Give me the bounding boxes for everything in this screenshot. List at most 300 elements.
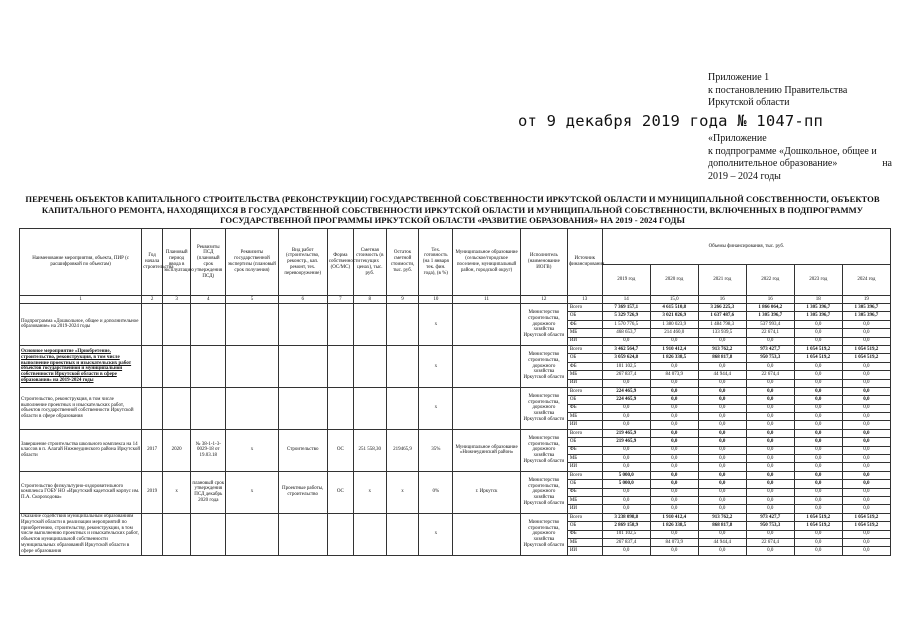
funding-value: 0,0 [746,463,794,471]
col-header: Плановый период ввода в эксплуатацию [162,229,190,296]
table-row [20,471,891,479]
funding-value: 0,0 [794,362,842,370]
funding-value: 0,0 [794,488,842,496]
remaining-cost [386,513,419,555]
col-header: Реквизиты ПСД (плановый срок утверждения ПСД) [191,229,226,296]
funding-value: 0,0 [650,505,698,513]
funding-value: 0,0 [842,488,890,496]
funding-source: ФБ [567,530,602,538]
funding-source: Всего [567,471,602,479]
funding-value: 0,0 [602,337,650,345]
funding-value: 0,0 [698,387,746,395]
funding-value: 0,0 [794,429,842,437]
funding-value: 0,0 [794,371,842,379]
funding-value: 0,0 [842,538,890,546]
funding-value: 950 753,3 [746,522,794,530]
column-number: 4 [191,296,226,304]
work-type [278,304,327,346]
funding-value: 0,0 [794,396,842,404]
tech-readiness: x [419,304,453,346]
funding-value: 2 869 158,9 [602,522,650,530]
funding-value: 0,0 [650,429,698,437]
funding-value: 0,0 [746,421,794,429]
funding-value: 0,0 [746,404,794,412]
funding-value: 101 102,5 [602,362,650,370]
funding-value: 219 465,9 [602,438,650,446]
expertise [226,345,278,387]
funding-value: 0,0 [842,505,890,513]
tech-readiness: x [419,513,453,555]
executor: Министерство строительства, дорожного хозяйства Иркутской области [520,304,567,346]
funding-value: 0,0 [698,471,746,479]
funding-value: 0,0 [746,429,794,437]
funding-value: 1 054 519,2 [794,513,842,521]
funding-value: 0,0 [794,329,842,337]
funding-value: 0,0 [842,429,890,437]
funding-value: 0,0 [842,337,890,345]
estimated-cost [353,345,386,387]
funding-source: ОБ [567,354,602,362]
funding-value: 0,0 [842,396,890,404]
column-number: 18 [794,296,842,304]
column-number: 14 [602,296,650,304]
funding-value: 3 021 026,9 [650,312,698,320]
estimated-cost: x [353,471,386,513]
funding-value: 0,0 [746,471,794,479]
col-header: Реквизиты государственной экспертизы (плановый срок получения) [226,229,278,296]
funding-value: 4 615 510,8 [650,304,698,312]
funding-value: 0,0 [698,547,746,555]
funding-value: 1 910 412,4 [650,345,698,353]
funding-value: 267 837,4 [602,538,650,546]
funding-value: 0,0 [746,396,794,404]
funding-value: 0,0 [698,379,746,387]
funding-value: 0,0 [794,421,842,429]
municipality: г. Иркутск [453,471,521,513]
funding-value: 0,0 [746,438,794,446]
funding-value: 0,0 [746,496,794,504]
funding-value: 0,0 [650,379,698,387]
funding-value: 0,0 [842,471,890,479]
funding-value: 0,0 [746,505,794,513]
funding-value: 0,0 [746,480,794,488]
funding-value: 0,0 [794,496,842,504]
appendix-word: на [882,158,892,169]
funding-source: ФБ [567,446,602,454]
ownership-form: ОС [327,429,353,471]
funding-value: 1 054 519,2 [842,354,890,362]
table-row [20,387,891,395]
column-number: 19 [842,296,890,304]
funding-value: 0,0 [794,463,842,471]
funding-value: 0,0 [602,463,650,471]
title-line: ПЕРЕЧЕНЬ ОБЪЕКТОВ КАПИТАЛЬНОГО СТРОИТЕЛЬСТВА (РЕКОНСТРУКЦИИ) ГОСУДАРСТВЕННОЙ СОБСТВЕННОСТИ ИРКУТСКОЙ ОБЛАСТИ И МУНИЦИПАЛЬНОЙ СОБСТВЕННОСТИ, ОБЪЕКТОВ [25,194,880,204]
expertise: x [226,471,278,513]
year-header: 2019 год [602,265,650,296]
funding-value: 1 054 519,2 [842,345,890,353]
funding-value: 84 073,9 [650,538,698,546]
object-name: Строительство физкультурно-оздоровительного комплекса ГОБУ НО «Иркутский кадетский корпус им. П.А. Скороходова» [20,471,142,513]
commission-period: x [162,471,190,513]
funding-value: 0,0 [698,413,746,421]
table-row [20,345,891,353]
funding-value: 0,0 [650,471,698,479]
municipality: Муниципальное образование «Нижнеудинский район» [453,429,521,471]
funding-value: 133 939,5 [698,329,746,337]
funding-value: 0,0 [746,455,794,463]
funding-value: 1 305 396,7 [842,304,890,312]
work-type: Проектные работы, строительство [278,471,327,513]
remaining-cost [386,387,419,429]
col-header: Исполнитель (наименование ИОГВ) [520,229,567,296]
funding-source: ОБ [567,396,602,404]
funding-value: 0,0 [794,471,842,479]
funding-value: 973 427,7 [746,345,794,353]
funding-value: 0,0 [650,547,698,555]
column-number: 16 [698,296,746,304]
expertise [226,304,278,346]
funding-value: 0,0 [842,320,890,328]
funding-value: 913 762,2 [698,513,746,521]
funding-value: 0,0 [698,463,746,471]
expertise: x [226,429,278,471]
funding-value: 3 059 624,8 [602,354,650,362]
funding-value: 0,0 [842,379,890,387]
col-header: Год начала строительства [142,229,163,296]
funding-value: 1 054 519,2 [842,513,890,521]
funding-value: 0,0 [794,404,842,412]
funding-source: Всего [567,429,602,437]
funding-value: 1 637 487,6 [698,312,746,320]
funding-value: 0,0 [650,404,698,412]
funding-value: 0,0 [842,530,890,538]
remaining-cost: x [386,471,419,513]
funding-source: Всего [567,304,602,312]
funding-value: 1 305 396,7 [842,312,890,320]
funding-value: 0,0 [650,387,698,395]
funding-value: 5 329 726,9 [602,312,650,320]
funding-value: 44 944,4 [698,538,746,546]
funding-value: 3 238 098,8 [602,513,650,521]
table-row [20,304,891,312]
funding-source: ИИ [567,337,602,345]
municipality [453,304,521,346]
funding-source: МБ [567,538,602,546]
funding-value: 0,0 [602,488,650,496]
funding-value: 0,0 [650,530,698,538]
funding-value: 22 674,1 [746,329,794,337]
funding-value: 84 073,9 [650,371,698,379]
funding-value: 0,0 [842,547,890,555]
municipality [453,387,521,429]
table-row [20,513,891,521]
funding-value: 0,0 [698,438,746,446]
funding-value: 1 054 519,2 [794,522,842,530]
remaining-cost [386,304,419,346]
funding-value: 0,0 [698,396,746,404]
funding-value: 1 054 519,2 [794,345,842,353]
column-number: 12 [520,296,567,304]
design-docs [191,513,226,555]
funding-value: 0,0 [794,413,842,421]
funding-value: 0,0 [842,329,890,337]
column-number: 9 [386,296,419,304]
funding-value: 219 465,9 [602,429,650,437]
funding-value: 0,0 [650,396,698,404]
col-header: Наименование мероприятия, объекта, ПИР (с расшифровкой по объектам) [20,229,142,296]
funding-value: 0,0 [794,337,842,345]
funding-value: 0,0 [698,530,746,538]
commission-period [162,304,190,346]
funding-source: МБ [567,455,602,463]
funding-value: 1 305 396,7 [794,304,842,312]
funding-value: 0,0 [650,463,698,471]
funding-value: 1 484 798,3 [698,320,746,328]
funding-value: 0,0 [698,488,746,496]
funding-value: 224 465,9 [602,396,650,404]
funding-value: 0,0 [842,413,890,421]
ownership-form: ОС [327,471,353,513]
estimated-cost: 251 558,30 [353,429,386,471]
funding-value: 0,0 [794,320,842,328]
estimated-cost [353,304,386,346]
appendix-line: Приложение 1 [708,72,770,83]
funding-source: ОБ [567,438,602,446]
funding-value: 0,0 [842,480,890,488]
funding-source: ИИ [567,463,602,471]
start-year: 2017 [142,429,163,471]
funding-source: ФБ [567,404,602,412]
appendix-line: к подпрограмме «Дошкольное, общее и [708,145,877,157]
commission-period: 2020 [162,429,190,471]
design-docs: плановый срок утверждения ПСД декабрь 2020 года [191,471,226,513]
funding-source: ИИ [567,421,602,429]
appendix-line: «Приложение [708,133,767,144]
title-line: ГОСУДАРСТВЕННОЙ ПРОГРАММЫ ИРКУТСКОЙ ОБЛАСТИ «РАЗВИТИЕ ОБРАЗОВАНИЯ» НА 2019 - 2024 ГОДЫ [220,215,685,225]
funding-value: 0,0 [842,438,890,446]
funding-value: 0,0 [698,455,746,463]
funding-value: 0,0 [698,404,746,412]
funding-source: МБ [567,329,602,337]
funding-value: 950 753,3 [746,354,794,362]
col-header: Форма собственности (ОС/МС) [327,229,353,296]
appendix-line: дополнительное образование» [708,158,838,169]
funding-source: МБ [567,413,602,421]
funding-value: 0,0 [602,404,650,412]
column-number: 11 [453,296,521,304]
start-year: 2019 [142,471,163,513]
funding-value: 0,0 [602,421,650,429]
design-docs: № 38-1-1-3-0029-18 от 19.03.18 [191,429,226,471]
start-year [142,513,163,555]
funding-value: 0,0 [842,463,890,471]
year-header: 2023 год [794,265,842,296]
funding-value: 0,0 [650,438,698,446]
funding-source: Всего [567,513,602,521]
funding-source: ИИ [567,505,602,513]
funding-value: 0,0 [650,446,698,454]
estimated-cost [353,513,386,555]
expertise [226,513,278,555]
column-number: 15,0 [650,296,698,304]
funding-value: 1 826 338,5 [650,522,698,530]
funding-value: 3 462 564,7 [602,345,650,353]
design-docs [191,304,226,346]
funding-value: 101 102,5 [602,530,650,538]
funding-value: 0,0 [650,421,698,429]
executor: Министерство строительства, дорожного хозяйства Иркутской области [520,513,567,555]
object-name: Завершение строительства школьного комплекса на 14 классов в п. Алагай Нижнеудинского района Иркутской области [20,429,142,471]
funding-source: ОБ [567,312,602,320]
funding-value: 0,0 [746,379,794,387]
ownership-form [327,345,353,387]
funding-value: 0,0 [602,379,650,387]
column-number: 3 [162,296,190,304]
design-docs [191,387,226,429]
funding-value: 0,0 [794,379,842,387]
funding-value: 1 054 519,2 [842,522,890,530]
executor: Министерство строительства, дорожного хозяйства Иркутской области [520,471,567,513]
ownership-form [327,387,353,429]
funding-value: 0,0 [650,496,698,504]
funding-value: 0,0 [794,455,842,463]
col-header: Муниципальное образование (сельское/городское поселение, муниципальный район, городской округ) [453,229,521,296]
funding-value: 0,0 [746,337,794,345]
year-header: 2022 год [746,265,794,296]
funding-source: ИИ [567,379,602,387]
funding-value: 0,0 [650,455,698,463]
funding-value: 0,0 [842,387,890,395]
start-year [142,304,163,346]
start-year [142,387,163,429]
funding-value: 0,0 [842,455,890,463]
column-number: 2 [142,296,163,304]
funding-value: 5 000,0 [602,471,650,479]
funding-value: 7 369 157,1 [602,304,650,312]
funding-value: 0,0 [602,547,650,555]
funding-value: 0,0 [602,446,650,454]
col-header: Остаток сметной стоимости, тыс. руб. [386,229,419,296]
funding-source: Всего [567,387,602,395]
funding-value: 0,0 [794,530,842,538]
work-type: Строительство [278,429,327,471]
col-header: Тех. готовность (на 1 января тек. фин. года), (в %) [419,229,453,296]
funding-value: 0,0 [746,547,794,555]
funding-value: 0,0 [698,505,746,513]
funding-value: 0,0 [650,337,698,345]
funding-value: 0,0 [602,496,650,504]
funding-value: 0,0 [842,446,890,454]
funding-value: 0,0 [746,530,794,538]
funding-value: 0,0 [698,362,746,370]
funding-value: 267 837,4 [602,371,650,379]
funding-value: 0,0 [698,429,746,437]
column-number: 5 [226,296,278,304]
funding-value: 0,0 [650,413,698,421]
decree-date: от 9 декабря 2019 года № 1047-пп [518,112,824,130]
funding-source: ФБ [567,362,602,370]
funding-source: ФБ [567,488,602,496]
tech-readiness: x [419,387,453,429]
funding-value: 913 762,2 [698,345,746,353]
funding-value: 0,0 [698,496,746,504]
appendix-line: Иркутской области [708,97,790,108]
funding-value: 1 305 396,7 [794,312,842,320]
col-header: Вид работ (строительство, реконстр., кап. ремонт, тех. перевооружение) [278,229,327,296]
funding-value: 22 674,4 [746,371,794,379]
funding-value: 0,0 [794,505,842,513]
column-number: 8 [353,296,386,304]
funding-value: 0,0 [842,371,890,379]
commission-period [162,345,190,387]
document-title [0,194,905,226]
funding-source: ОБ [567,522,602,530]
funding-value: 0,0 [746,387,794,395]
tech-readiness: x [419,345,453,387]
funding-value: 0,0 [746,362,794,370]
tech-readiness: 35% [419,429,453,471]
work-type [278,513,327,555]
funding-value: 0,0 [794,446,842,454]
funding-value: 0,0 [746,488,794,496]
work-type [278,387,327,429]
sub-appendix-header [708,133,892,183]
executor: Министерство строительства, дорожного хозяйства Иркутской области [520,429,567,471]
funding-value: 0,0 [698,446,746,454]
funding-value: 0,0 [698,421,746,429]
funding-value: 224 465,9 [602,387,650,395]
funding-value: 1 570 776,5 [602,320,650,328]
title-line: КАПИТАЛЬНОГО РЕМОНТА, НАХОДЯЩИХСЯ В ГОСУДАРСТВЕННОЙ СОБСТВЕННОСТИ ИРКУТСКОЙ ОБЛАСТИ И МУНИЦИПАЛЬНОЙ СОБСТВЕННОСТИ, ВКЛЮЧЕННЫХ В ПОДПРОГРАММУ [41,204,864,215]
funding-value: 1 305 396,7 [746,312,794,320]
start-year [142,345,163,387]
objects-table [19,228,891,556]
funding-value: 537 993,4 [746,320,794,328]
funding-value: 1 380 023,9 [650,320,698,328]
funding-value: 0,0 [746,446,794,454]
funding-source: ОБ [567,480,602,488]
col-header-funding: Объемы финансирования, тыс. руб. [602,229,890,265]
funding-value: 5 000,0 [602,480,650,488]
appendix-header [708,72,847,110]
column-number: 16 [746,296,794,304]
appendix-line: к постановлению Правительства [708,84,848,96]
col-header: Источник финансирования [567,229,602,296]
funding-value: 0,0 [650,480,698,488]
funding-value: 1 910 412,4 [650,513,698,521]
object-name: Подпрограмма «Дошкольное, общее и дополнительное образование» на 2019-2024 годы [20,304,142,346]
executor: Министерство строительства, дорожного хозяйства Иркутской области [520,345,567,387]
funding-value: 0,0 [842,404,890,412]
column-number: 7 [327,296,353,304]
funding-source: Всего [567,345,602,353]
funding-value: 973 427,7 [746,513,794,521]
column-number: 6 [278,296,327,304]
funding-value: 1 054 519,2 [794,354,842,362]
funding-value: 1 866 064,2 [746,304,794,312]
funding-value: 468 653,7 [602,329,650,337]
ownership-form [327,513,353,555]
column-number: 10 [419,296,453,304]
estimated-cost [353,387,386,429]
table-row [20,429,891,437]
funding-value: 0,0 [842,362,890,370]
remaining-cost [386,345,419,387]
funding-source: МБ [567,496,602,504]
municipality [453,513,521,555]
object-name: Строительство, реконструкция, в том числе выполнение проектных и изыскательских работ, объектов государственной собственности Иркутской области в сфере образования [20,387,142,429]
funding-value: 0,0 [842,496,890,504]
